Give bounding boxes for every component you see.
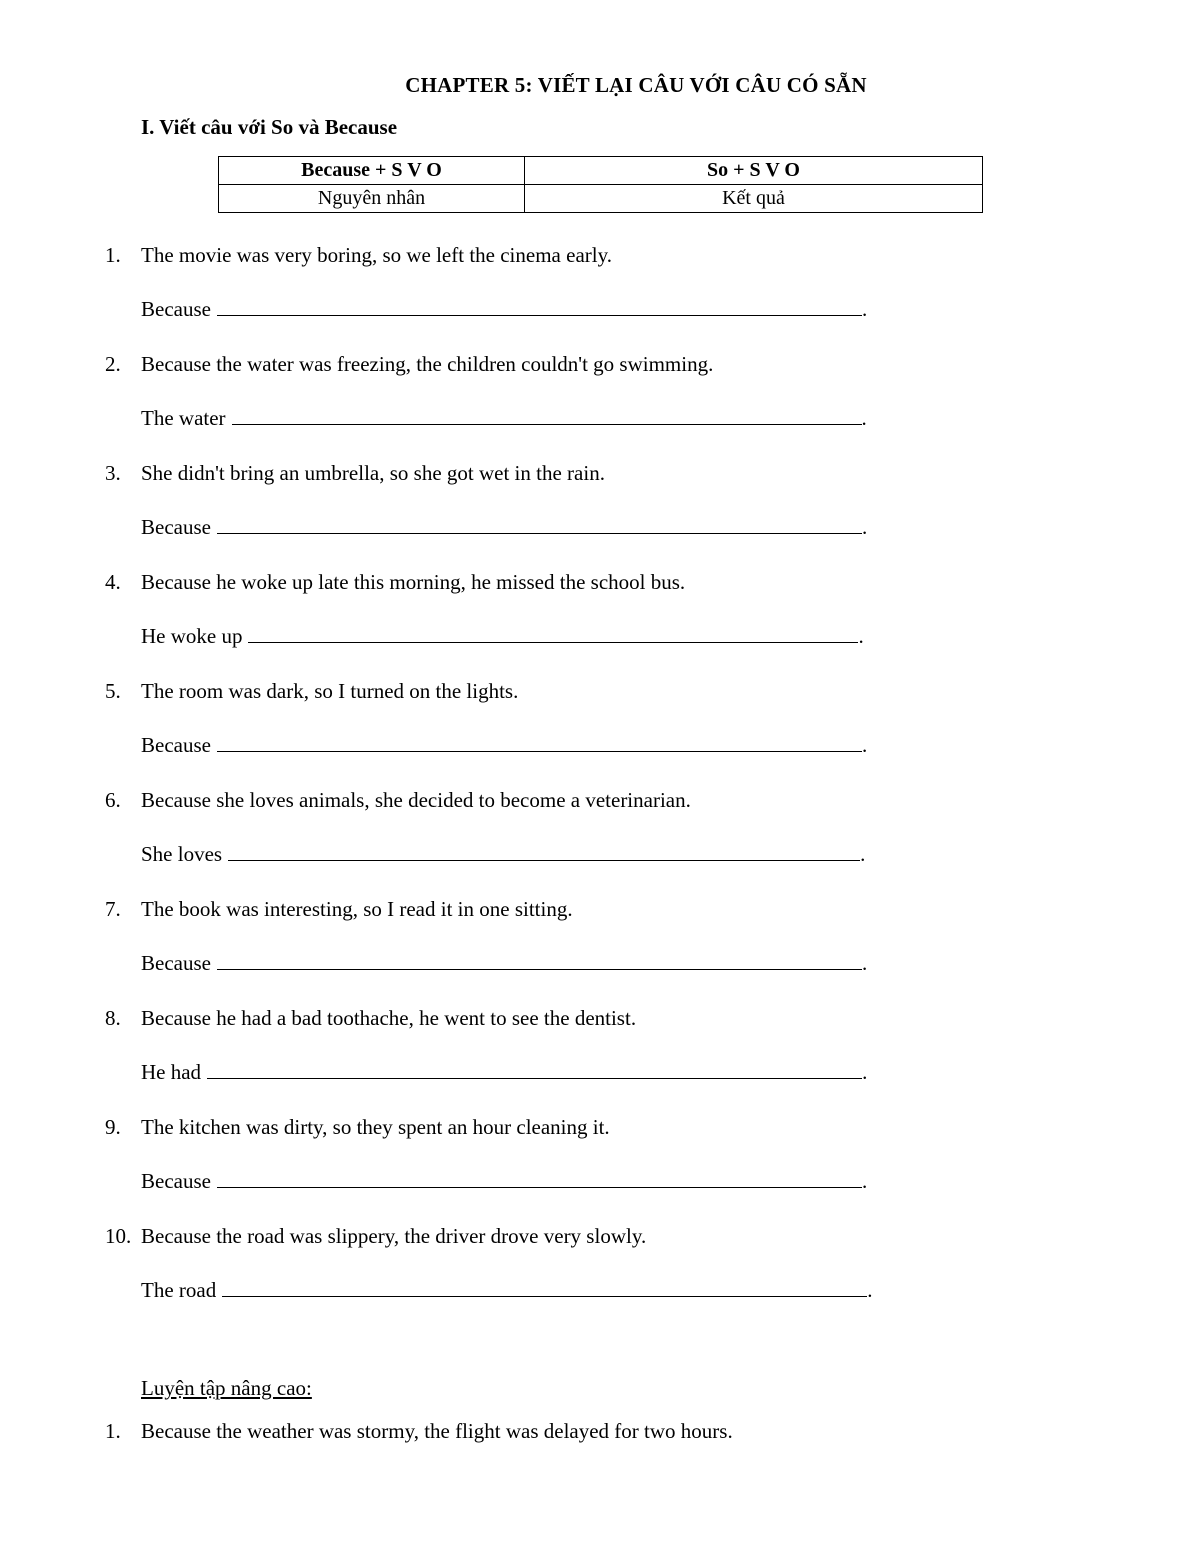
- answer-blank[interactable]: [232, 406, 862, 425]
- rule-table-header-so: So + S V O: [525, 157, 983, 185]
- item-sentence: Because he woke up late this morning, he missed the school bus.: [141, 570, 686, 594]
- answer-line: [141, 842, 865, 866]
- item-sentence: Because she loves animals, she decided to become a veterinarian.: [141, 788, 691, 812]
- answer-starter: The road: [141, 1278, 217, 1302]
- answer-end: .: [861, 406, 867, 430]
- answer-line: [141, 951, 867, 975]
- item-sentence: The room was dark, so I turned on the lights.: [141, 679, 519, 703]
- answer-end: .: [867, 1278, 873, 1302]
- page-title: CHAPTER 5: VIẾT LẠI CÂU VỚI CÂU CÓ SẴN: [405, 73, 867, 97]
- item-sentence: Because the weather was stormy, the flight was delayed for two hours.: [141, 1419, 733, 1443]
- item-number: 2.: [105, 352, 121, 376]
- answer-end: .: [858, 624, 864, 648]
- item-number: 5.: [105, 679, 121, 703]
- answer-line: [141, 297, 867, 321]
- item-sentence: Because the water was freezing, the children couldn't go swimming.: [141, 352, 714, 376]
- answer-starter: Because: [141, 733, 211, 757]
- item-sentence: The kitchen was dirty, so they spent an hour cleaning it.: [141, 1115, 610, 1139]
- answer-blank[interactable]: [217, 1169, 862, 1188]
- answer-starter: He woke up: [141, 624, 243, 648]
- answer-end: .: [861, 1169, 868, 1193]
- item-number: 4.: [105, 570, 121, 594]
- answer-end: .: [861, 951, 868, 975]
- answer-starter: He had: [141, 1060, 202, 1084]
- rule-table-cell-cause: Nguyên nhân: [219, 185, 525, 213]
- answer-blank[interactable]: [217, 733, 862, 752]
- rule-table-header-row: [219, 157, 983, 185]
- item-sentence: She didn't bring an umbrella, so she got wet in the rain.: [141, 461, 605, 485]
- answer-blank[interactable]: [248, 624, 858, 643]
- item-number: 9.: [105, 1115, 121, 1139]
- answer-blank[interactable]: [217, 297, 862, 316]
- item-sentence: The book was interesting, so I read it in one sitting.: [141, 897, 573, 921]
- answer-line: [141, 1169, 867, 1193]
- rule-table-row: [219, 185, 983, 213]
- answer-blank[interactable]: [217, 515, 862, 534]
- item-sentence: The movie was very boring, so we left the cinema early.: [141, 243, 612, 267]
- answer-line: [141, 1060, 867, 1084]
- answer-blank[interactable]: [217, 951, 862, 970]
- answer-starter: The water: [141, 406, 226, 430]
- answer-line: [141, 624, 864, 648]
- rule-table: [218, 156, 983, 213]
- answer-end: .: [862, 1060, 868, 1084]
- item-number: 8.: [105, 1006, 121, 1030]
- item-sentence: Because the road was slippery, the driver drove very slowly.: [141, 1224, 647, 1248]
- answer-starter: She loves: [141, 842, 223, 866]
- answer-starter: Because: [141, 1169, 211, 1193]
- answer-blank[interactable]: [228, 842, 860, 861]
- answer-starter: Because: [141, 515, 211, 539]
- answer-end: .: [861, 515, 868, 539]
- answer-blank[interactable]: [207, 1060, 862, 1079]
- item-number: 1.: [105, 243, 121, 267]
- answer-end: .: [861, 733, 868, 757]
- item-sentence: Because he had a bad toothache, he went to see the dentist.: [141, 1006, 637, 1030]
- item-number: 1.: [105, 1419, 121, 1443]
- answer-line: [141, 406, 867, 430]
- answer-line: [141, 1278, 872, 1302]
- answer-blank[interactable]: [222, 1278, 867, 1297]
- rule-table-cell-result: Kết quả: [525, 185, 983, 213]
- section-heading: I. Viết câu với So và Because: [141, 115, 398, 139]
- answer-end: .: [861, 297, 868, 321]
- item-number: 6.: [105, 788, 121, 812]
- answer-line: [141, 515, 867, 539]
- item-number: 10.: [105, 1224, 132, 1248]
- rule-table-header-because: Because + S V O: [219, 157, 525, 185]
- answer-line: [141, 733, 867, 757]
- item-number: 7.: [105, 897, 121, 921]
- answer-starter: Because: [141, 951, 211, 975]
- answer-end: .: [860, 842, 866, 866]
- item-number: 3.: [105, 461, 121, 485]
- advanced-heading: Luyện tập nâng cao:: [141, 1376, 312, 1400]
- answer-starter: Because: [141, 297, 211, 321]
